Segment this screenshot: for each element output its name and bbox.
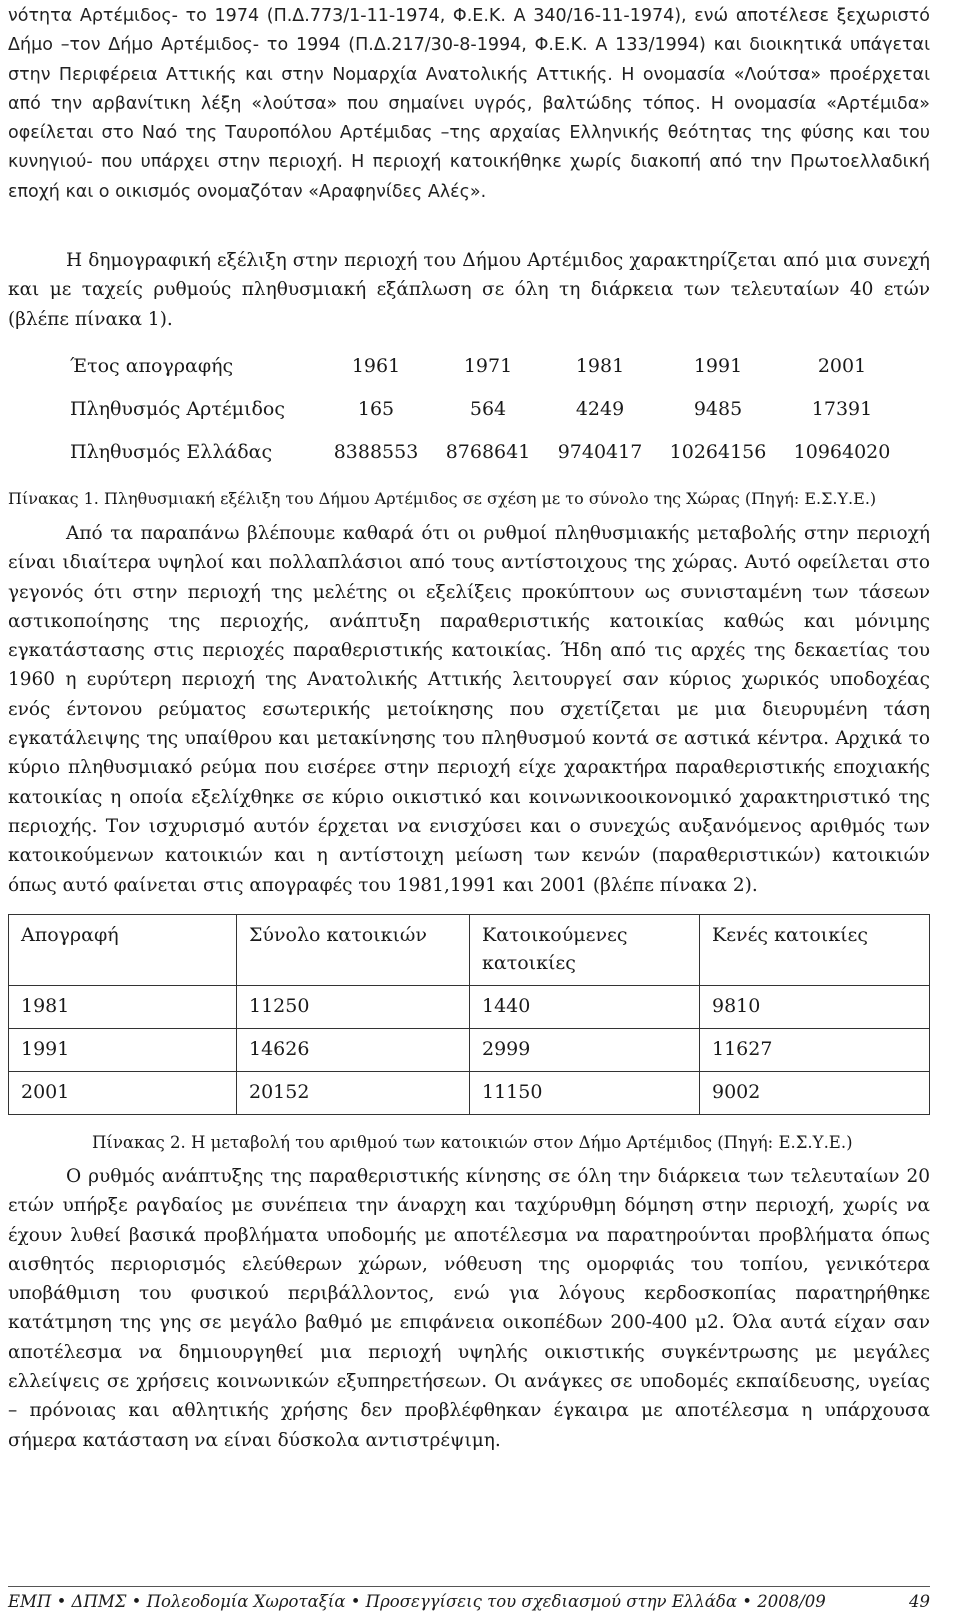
table-cell: 1961	[351, 354, 401, 377]
table-cell: 20152	[237, 1072, 470, 1115]
table-cell: 11250	[237, 986, 470, 1029]
table-cell: 17391	[811, 397, 873, 420]
table-header-cell: Κενές κατοικίες	[700, 915, 930, 986]
table1-caption: Πίνακας 1. Πληθυσμιακή εξέλιξη του Δήμου Αρτέμιδος σε σχέση με το σύνολο της Χώρας (Πηγή: Ε.Σ.Υ.Ε.)	[8, 489, 877, 508]
table-row	[9, 1072, 930, 1115]
table-row	[70, 430, 904, 473]
table-cell: 9740417	[557, 440, 643, 463]
table-header-cell: Απογραφή	[9, 915, 237, 986]
page-footer	[8, 1592, 930, 1614]
table-header-row	[9, 915, 930, 986]
table-header-cell: Κατοικούμενες κατοικίες	[470, 915, 700, 986]
table-cell: 10264156	[669, 440, 767, 463]
table-cell: 1971	[463, 354, 513, 377]
table-cell: 9002	[700, 1072, 930, 1115]
table-cell: 4249	[575, 397, 625, 420]
table-cell: 2999	[470, 1029, 700, 1072]
population-table	[70, 344, 904, 473]
table-row-label: Πληθυσμός Αρτέμιδος	[70, 397, 285, 420]
table-cell: 564	[469, 397, 507, 420]
paragraph-artemida-history: νότητα Αρτέμιδος- το 1974 (Π.Δ.773/1-11-1974, Φ.Ε.Κ. Α 340/16-11-1974), ενώ αποτέλεσε ξεχωριστό Δήμο –τον Δήμο Αρτέμιδος- το 1994 (Π.Δ.217/30-8-1994, Φ.Ε.Κ. Α 133/1994) και διοικητικά υπάγεται στην Περιφέρεια Αττικής και στην Νομαρχία Ανατολικής Αττικής. Η ονομασία «Λούτσα» προέρχεται από την αρβανίτικη λέξη «λούτσα» που σημαίνει υγρός, βαλτώδης τόπος. Η ονομασία «Αρτέμιδα» οφείλεται στο Ναό της Ταυροπόλου Αρτέμιδας –της αρχαίας Ελληνικής θεότητας της φύσης και του κυνηγιού- που υπάρχει στην περιοχή. Η περιοχή κατοικήθηκε χωρίς διακοπή από την Πρωτοελλαδική εποχή και ο οικισμός ονομαζόταν «Αραφηνίδες Αλές».	[8, 6, 930, 202]
housing-table	[8, 914, 930, 1115]
paragraph-population-change: Από τα παραπάνω βλέπουμε καθαρά ότι οι ρυθμοί πληθυσμιακής μεταβολής στην περιοχή είναι ιδιαίτερα υψηλοί και πολλαπλάσιοι από τους αντίστοιχους της χώρας. Αυτό οφείλεται στο γεγονός ότι στην περιοχή της μελέτης οι εξελίξεις προκύπτουν ως συνισταμένη των τάσεων αστικοποίησης της περιοχής, ανάπτυξη παραθεριστικής κατοικίας καθώς και μόνιμης εγκατάστασης στις περιοχές παραθεριστικής κατοικίας. Ήδη από τις αρχές της δεκαετίας του 1960 η ευρύτερη περιοχή της Ανατολικής Αττικής λειτουργεί σαν κύριος χωρικός υποδοχέας ενός έντονου ρεύματος εσωτερικής μετοίκησης που σχετίζεται με μια διευρυμένη τάση εγκατάλειψης της υπαίθρου και μετακίνησης του πληθυσμού κοντά σε αστικά κέντρα. Αρχικά το κύριο πληθυσμιακό ρεύμα που εισέρεε στην περιοχή είχε χαρακτήρα παραθεριστικής εποχιακής κατοικίας η οποία εξελίχθηκε σε κύριο οικιστικό και κοινωνικοοικονομικό χαρακτηριστικό της περιοχής. Τον ισχυρισμό αυτόν έρχεται να ενισχύσει και ο συνεχώς αυξανόμενος αριθμός των κατοικούμενων κατοικιών και η αντίστοιχη μείωση των κενών (παραθεριστικών) κατοικιών όπως αυτό φαίνεται στις απογραφές του 1981,1991 και 2001 (βλέπε πίνακα 2).	[8, 523, 930, 896]
table-cell: 11150	[470, 1072, 700, 1115]
table2-caption: Πίνακας 2. Η μεταβολή του αριθμού των κατοικιών στον Δήμο Αρτέμιδος (Πηγή: Ε.Σ.Υ.Ε.)	[92, 1133, 853, 1152]
table-header-cell: Σύνολο κατοικιών	[237, 915, 470, 986]
table-cell: 9810	[700, 986, 930, 1029]
table-cell: 11627	[700, 1029, 930, 1072]
table-cell: 8768641	[445, 440, 531, 463]
footer-divider	[8, 1586, 930, 1587]
page-number: 49	[909, 1592, 930, 1611]
table-cell: 165	[357, 397, 395, 420]
paragraph-demographics: Η δημογραφική εξέλιξη στην περιοχή του Δήμου Αρτέμιδος χαρακτηρίζεται από μια συνεχή και με ταχείς ρυθμούς πληθυσμιακή εξάπλωση σε όλη τη διάρκεια των τελευταίων 40 ετών (βλέπε πίνακα 1).	[8, 250, 930, 330]
table-cell: 1440	[470, 986, 700, 1029]
table-cell: 9485	[693, 397, 743, 420]
table-cell: 8388553	[333, 440, 419, 463]
paragraph-holiday-housing: Ο ρυθμός ανάπτυξης της παραθεριστικής κίνησης σε όλη την διάρκεια των τελευταίων 20 ετών υπήρξε ραγδαίος με συνέπεια την άναρχη και ταχύρυθμη δόμηση στην περιοχή, χωρίς να έχουν λυθεί βασικά προβλήματα υποδομής με αποτέλεσμα να παρατηρούνται προβλήματα όπως αισθητός περιορισμός ελεύθερων χώρων, νόθευση της ομορφιάς του τοπίου, γενικότερα υποβάθμιση του φυσικού περιβάλλοντος, ενώ για λόγους κερδοσκοπίας παρατηρήθηκε κατάτμηση της γης σε μεγάλο βαθμό με επιφάνεια οικοπέδων 200-400 μ2. Όλα αυτά είχαν σαν αποτέλεσμα να δημιουργηθεί μια περιοχή υψηλής οικιστικής συγκέντρωσης με μεγάλες ελλείψεις σε χρήσεις κοινωνικών εξυπηρετήσεων. Οι ανάγκες σε υποδομές εκπαίδευσης, υγείας – πρόνοιας και αθλητικής χρήσης δεν προβλέφθηκαν έγκαιρα με αποτέλεσμα η υπάρχουσα σήμερα κατάσταση να είναι δύσκολα αντιστρέψιμη.	[8, 1166, 930, 1451]
table-row-label: Πληθυσμός Ελλάδας	[70, 440, 273, 463]
table-cell: 1991	[693, 354, 743, 377]
table-cell: 10964020	[793, 440, 891, 463]
table-row-label: Έτος απογραφής	[70, 354, 234, 377]
table-row	[9, 986, 930, 1029]
table-cell: 1981	[575, 354, 625, 377]
table-row	[70, 344, 904, 387]
table-cell: 2001	[9, 1072, 237, 1115]
table-row	[9, 1029, 930, 1072]
table-row	[70, 387, 904, 430]
footer-title: ΕΜΠ • ΔΠΜΣ • Πολεοδομία Χωροταξία • Προσεγγίσεις του σχεδιασμού στην Ελλάδα • 2008/09	[8, 1592, 826, 1611]
table-cell: 1981	[9, 986, 237, 1029]
table-cell: 1991	[9, 1029, 237, 1072]
table-cell: 14626	[237, 1029, 470, 1072]
table-cell: 2001	[817, 354, 867, 377]
